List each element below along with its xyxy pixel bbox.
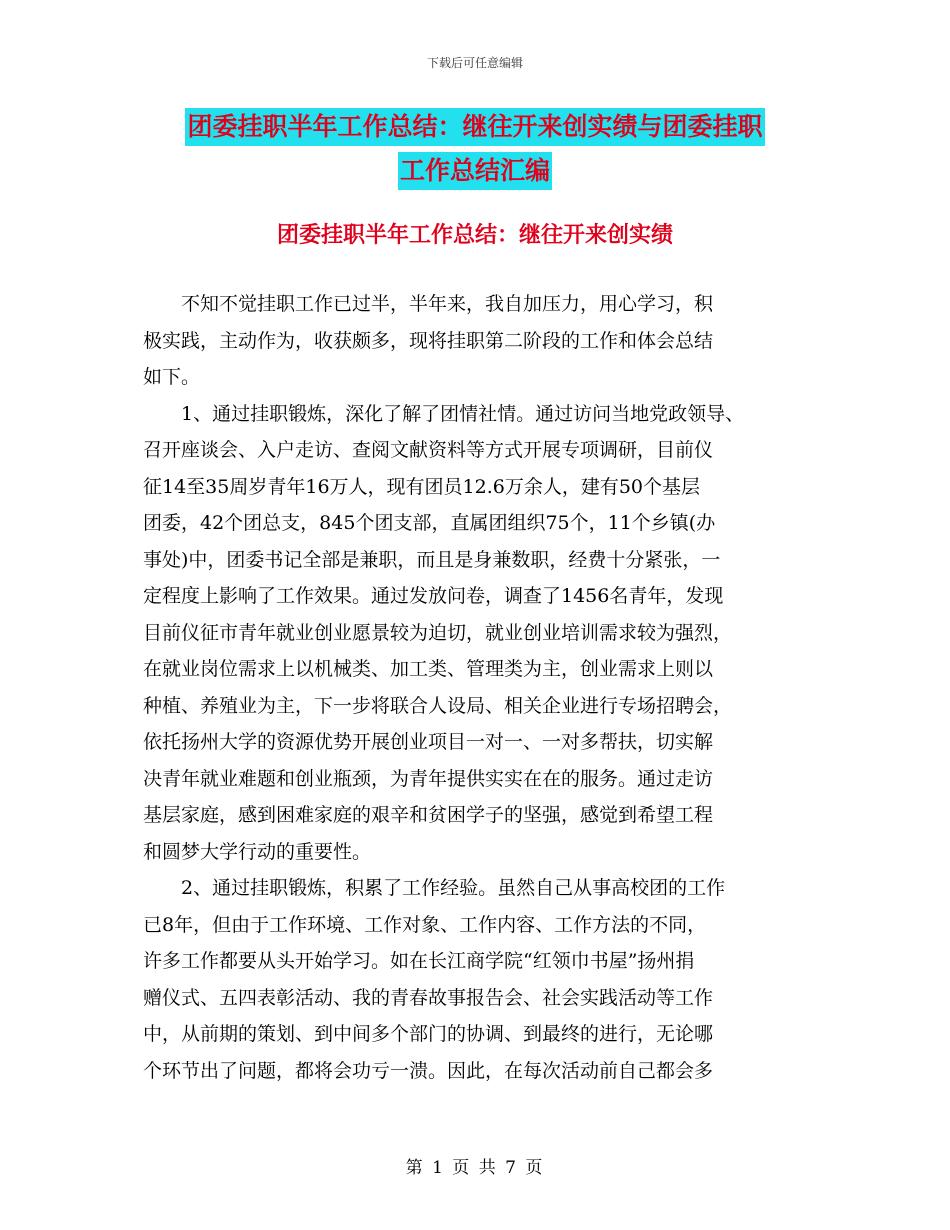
body-line: 定程度上影响了工作效果。通过发放问卷，调查了1456名青年，发现 [143,585,724,607]
body-line: 已8年，但由于工作环境、工作对象、工作内容、工作方法的不同， [143,913,707,936]
body-line: 中，从前期的策划、到中间多个部门的协调、到最终的进行，无论哪 [143,1023,714,1045]
document-title [0,108,950,190]
body-line: 1、通过挂职锻炼，深化了解了团情社情。通过访问当地党政领导、 [143,402,745,425]
body-line: 许多工作都要从头开始学习。如在长江商学院“红领巾书屋”扬州捐 [143,950,695,972]
body-line: 个环节出了问题，都将会功亏一溃。因此，在每次活动前自己都会多 [143,1059,714,1082]
body-line: 种植、养殖业为主，下一步将联合人设局、相关企业进行专场招聘会， [143,694,733,717]
page-header-note: 下载后可任意编辑 [426,56,523,70]
body-line: 如下。 [143,366,201,388]
body-line: 和圆梦大学行动的重要性。 [143,840,372,863]
title-line-1: 团委挂职半年工作总结：继往开来创实绩与团委挂职 [185,108,764,146]
body-line: 召开座谈会、入户走访、查阅文献资料等方式开展专项调研，目前仪 [143,439,714,461]
body-line: 赠仪式、五四表彰活动、我的青春故事报告会、社会实践活动等工作 [143,986,714,1009]
body-line: 极实践，主动作为，收获颇多，现将挂职第二阶段的工作和体会总结 [143,329,714,352]
section-title: 团委挂职半年工作总结：继往开来创实绩 [276,223,673,248]
body-line: 不知不觉挂职工作已过半，半年来，我自加压力，用心学习，积 [143,293,714,315]
body-line: 目前仪征市青年就业创业愿景较为迫切，就业创业培训需求较为强烈， [143,621,733,644]
body-line: 2、通过挂职锻炼，积累了工作经验。虽然自己从事高校团的工作 [143,877,726,899]
body-line: 在就业岗位需求上以机械类、加工类、管理类为主，创业需求上则以 [143,658,714,680]
body-line: 依托扬州大学的资源优势开展创业项目一对一、一对多帮扶，切实解 [143,731,714,753]
body-line: 团委，42个团总支，845个团支部，直属团组织75个，11个乡镇(办 [143,512,716,534]
title-line-2: 工作总结汇编 [398,152,552,190]
body-line: 基层家庭，感到困难家庭的艰辛和贫困学子的坚强，感觉到希望工程 [143,804,714,826]
body-line: 征14至35周岁青年16万人，现有团员12.6万余人，建有50个基层 [143,475,701,498]
page-footer: 第 1 页 共 7 页 [405,1158,545,1178]
body-text [143,286,813,1089]
body-line: 决青年就业难题和创业瓶颈，为青年提供实实在在的服务。通过走访 [143,767,714,790]
body-line: 事处)中，团委书记全部是兼职，而且是身兼数职，经费十分紧张，一 [143,548,721,571]
